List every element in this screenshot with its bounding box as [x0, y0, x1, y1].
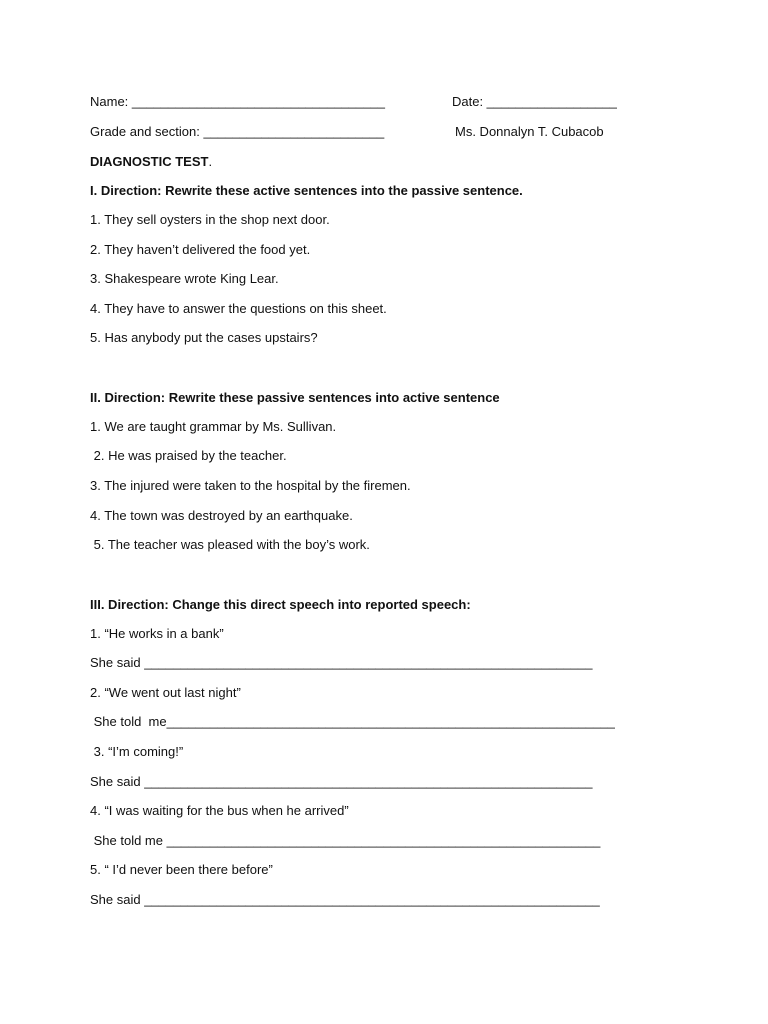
section3-quote: 5. “ I’d never been there before”: [90, 862, 273, 877]
test-title-period: .: [208, 154, 213, 169]
test-title: [90, 154, 212, 170]
name-field: Name: ___________________________________: [90, 94, 385, 109]
section3-answer-line: She said ______________________________________________________________: [90, 774, 593, 789]
section1-direction: I. Direction: Rewrite these active sentences into the passive sentence.: [90, 183, 523, 198]
section3-quote: 4. “I was waiting for the bus when he arrived”: [90, 803, 349, 818]
section3-answer-line: She said ______________________________________________________________: [90, 655, 593, 670]
section3-quote: 1. “He works in a bank”: [90, 626, 224, 641]
grade-section-field: Grade and section: _________________________: [90, 124, 385, 139]
section1-item: 3. Shakespeare wrote King Lear.: [90, 271, 279, 286]
section3-answer-line: She said _______________________________________________________________: [90, 892, 600, 907]
section1-item: 5. Has anybody put the cases upstairs?: [90, 330, 318, 345]
section3-answer-line: She told me ____________________________________________________________: [90, 833, 601, 848]
section2-item: 2. He was praised by the teacher.: [90, 448, 287, 463]
section2-item: 5. The teacher was pleased with the boy’s work.: [90, 537, 370, 552]
section1-item: 4. They have to answer the questions on this sheet.: [90, 301, 387, 316]
section3-answer-line: She told me______________________________________________________________: [90, 714, 615, 729]
section2-item: 4. The town was destroyed by an earthquake.: [90, 508, 353, 523]
test-title-text: DIAGNOSTIC TEST: [90, 154, 209, 169]
teacher-name: Ms. Donnalyn T. Cubacob: [455, 124, 604, 139]
section3-direction: III. Direction: Change this direct speech into reported speech:: [90, 597, 471, 612]
section2-item: 1. We are taught grammar by Ms. Sullivan.: [90, 419, 337, 434]
section1-item: 1. They sell oysters in the shop next door.: [90, 212, 330, 227]
section3-quote: 2. “We went out last night”: [90, 685, 241, 700]
section3-quote: 3. “I’m coming!”: [90, 744, 184, 759]
date-field: Date: __________________: [452, 94, 617, 109]
section1-item: 2. They haven’t delivered the food yet.: [90, 242, 311, 257]
section2-item: 3. The injured were taken to the hospital by the firemen.: [90, 478, 411, 493]
section2-direction: II. Direction: Rewrite these passive sentences into active sentence: [90, 390, 500, 405]
